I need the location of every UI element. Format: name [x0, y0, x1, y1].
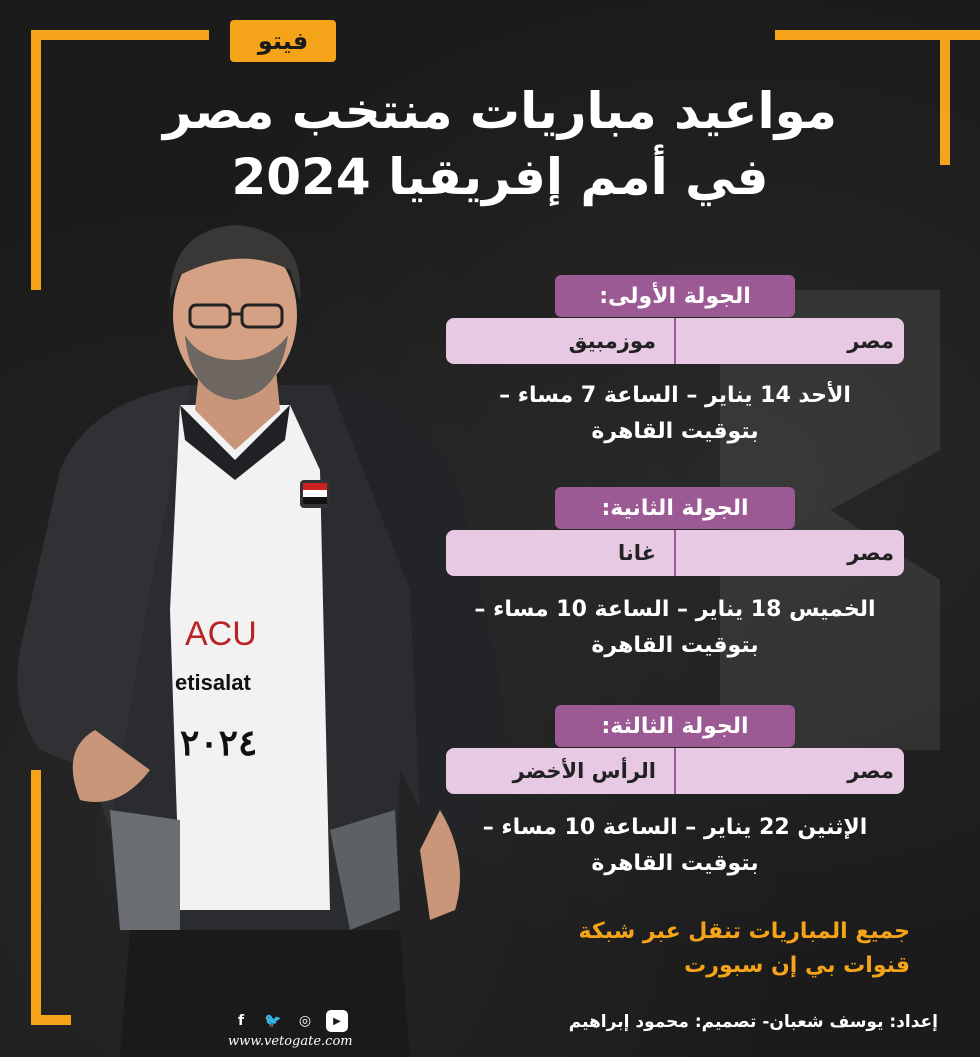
round-3-timezone: بتوقيت القاهرة — [591, 851, 759, 876]
social-icons — [230, 1010, 348, 1032]
frame-top-right-vertical — [940, 30, 950, 165]
round-1-label: الجولة الأولى: — [555, 275, 795, 317]
round-2-timezone: بتوقيت القاهرة — [591, 633, 759, 658]
round-1-away-team: موزمبيق — [568, 329, 656, 353]
youtube-icon[interactable]: ▶ — [326, 1010, 348, 1032]
round-3-info — [440, 810, 910, 882]
page-title — [120, 78, 880, 210]
round-1-teams — [446, 318, 904, 364]
round-3-home-team: مصر — [847, 759, 894, 783]
jersey-letters: ACU — [185, 615, 257, 653]
round-2-date-time: الخميس 18 يناير – الساعة 10 مساء – — [474, 597, 876, 622]
website-link[interactable]: www.vetogate.com — [228, 1034, 353, 1049]
twitter-icon[interactable]: 🐦 — [264, 1013, 282, 1029]
broadcast-note-line-1: جميع المباريات تنقل عبر شبكة — [578, 919, 910, 944]
frame-top-left-horizontal — [31, 30, 209, 40]
broadcast-note-line-2: قنوات بي إن سبورت — [684, 953, 910, 978]
jersey-sponsor: etisalat — [175, 670, 251, 695]
title-line-2: في أمم إفريقيا 2024 — [231, 148, 769, 206]
round-1-divider — [674, 318, 676, 364]
round-2-label: الجولة الثانية: — [555, 487, 795, 529]
round-1-info — [440, 378, 910, 450]
round-3-label: الجولة الثالثة: — [555, 705, 795, 747]
jersey-number: ٢٠٢٤ — [180, 722, 258, 763]
broadcast-note — [560, 915, 910, 983]
instagram-icon[interactable]: ◎ — [298, 1013, 312, 1029]
round-2-divider — [674, 530, 676, 576]
round-1-home-team: مصر — [847, 329, 894, 353]
veto-logo: فيتو — [230, 20, 336, 62]
round-2-info — [440, 592, 910, 664]
round-3-date-time: الإثنين 22 يناير – الساعة 10 مساء – — [482, 815, 868, 840]
round-3-divider — [674, 748, 676, 794]
round-1-timezone: بتوقيت القاهرة — [591, 419, 759, 444]
credits: إعداد: يوسف شعبان- تصميم: محمود إبراهيم — [568, 1012, 938, 1032]
round-2-away-team: غانا — [617, 541, 656, 565]
round-3-away-team: الرأس الأخضر — [512, 759, 656, 783]
round-2-teams — [446, 530, 904, 576]
round-2-home-team: مصر — [847, 541, 894, 565]
coach-photo — [0, 210, 510, 1057]
round-1-date-time: الأحد 14 يناير – الساعة 7 مساء – — [499, 383, 851, 408]
facebook-icon[interactable]: f — [237, 1013, 245, 1029]
round-3-teams — [446, 748, 904, 794]
title-line-1: مواعيد مباريات منتخب مصر — [163, 82, 837, 140]
